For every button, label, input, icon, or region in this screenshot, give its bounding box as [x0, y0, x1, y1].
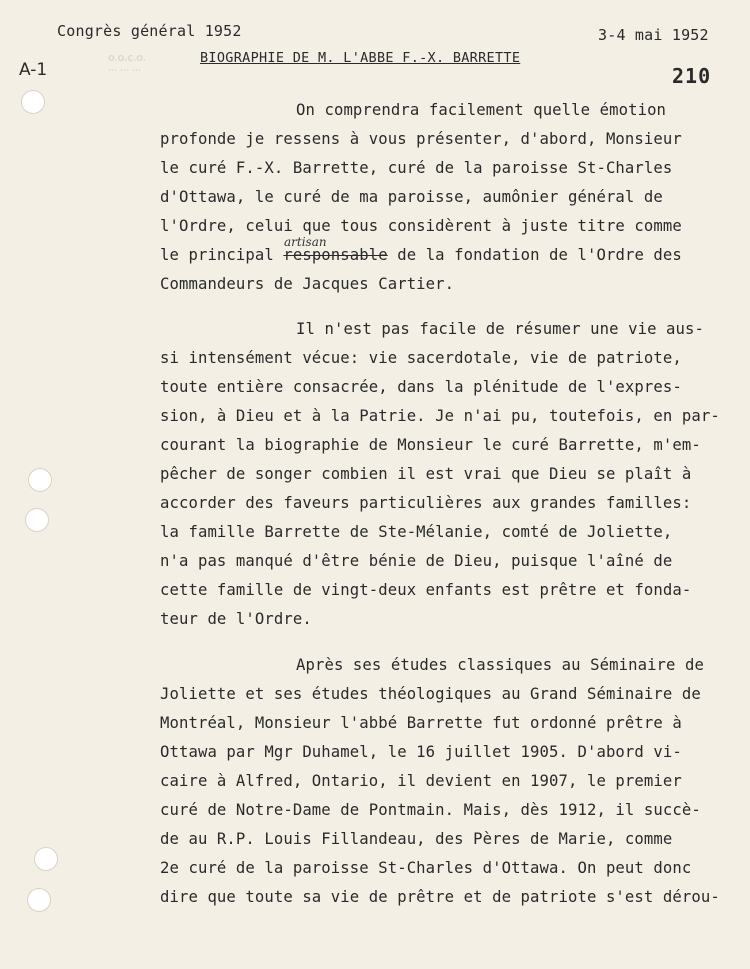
text-line: Joliette et ses études théologiques au Grand Séminaire de: [160, 685, 701, 703]
text-line: courant la biographie de Monsieur le curé Barrette, m'em-: [160, 436, 701, 454]
punch-hole: [34, 847, 58, 871]
header-left: Congrès général 1952: [57, 22, 242, 40]
text-line: accorder des faveurs particulières aux grandes familles:: [160, 494, 692, 512]
text-line: pêcher de songer combien il est vrai que Dieu se plaît à: [160, 465, 692, 483]
margin-note: A-1: [19, 60, 48, 80]
text-line: la famille Barrette de Ste-Mélanie, comté de Joliette,: [160, 523, 673, 541]
text-segment: de la fondation de l'Ordre des: [397, 246, 682, 264]
punch-hole: [21, 90, 45, 114]
text-segment: le principal: [160, 246, 274, 264]
handwritten-correction: artisan: [284, 235, 327, 249]
stamp-line: ... ... ...: [108, 64, 141, 73]
text-line: profonde je ressens à vous présenter, d'abord, Monsieur: [160, 130, 682, 148]
text-line: teur de l'Ordre.: [160, 610, 312, 628]
text-line: n'a pas manqué d'être bénie de Dieu, puisque l'aîné de: [160, 552, 673, 570]
text-line: cette famille de vingt-deux enfants est prêtre et fonda-: [160, 581, 692, 599]
text-line: Il n'est pas facile de résumer une vie aus-: [296, 320, 704, 338]
text-line: de au R.P. Louis Fillandeau, des Pères de Marie, comme: [160, 830, 673, 848]
text-line: curé de Notre-Dame de Pontmain. Mais, dès 1912, il succè-: [160, 801, 701, 819]
stamp-line: O.O.C.O.: [108, 54, 146, 63]
punch-hole: [25, 508, 49, 532]
text-line: sion, à Dieu et à la Patrie. Je n'ai pu, toutefois, en par-: [160, 407, 720, 425]
punch-hole: [27, 888, 51, 912]
punch-hole: [28, 468, 52, 492]
text-line: le curé F.-X. Barrette, curé de la paroisse St-Charles: [160, 159, 673, 177]
text-line: Après ses études classiques au Séminaire de: [296, 656, 704, 674]
text-line: caire à Alfred, Ontario, il devient en 1907, le premier: [160, 772, 682, 790]
text-line: dire que toute sa vie de prêtre et de patriote s'est dérou-: [160, 888, 720, 906]
header-right: 3-4 mai 1952: [598, 26, 709, 44]
text-line: l'Ordre, celui que tous considèrent à juste titre comme: [160, 217, 682, 235]
text-line-with-correction: [160, 246, 682, 264]
text-line: Ottawa par Mgr Duhamel, le 16 juillet 1905. D'abord vi-: [160, 743, 682, 761]
text-line: 2e curé de la paroisse St-Charles d'Ottawa. On peut donc: [160, 859, 692, 877]
text-line: Montréal, Monsieur l'abbé Barrette fut ordonné prêtre à: [160, 714, 682, 732]
faded-stamp: [108, 54, 146, 74]
text-line: On comprendra facilement quelle émotion: [296, 101, 667, 119]
page-number: 210: [672, 64, 712, 88]
text-line: si intensément vécue: vie sacerdotale, vie de patriote,: [160, 349, 682, 367]
text-line: toute entière consacrée, dans la plénitude de l'expres-: [160, 378, 682, 396]
text-line: Commandeurs de Jacques Cartier.: [160, 275, 455, 293]
document-title: BIOGRAPHIE DE M. L'ABBE F.-X. BARRETTE: [200, 50, 521, 66]
struck-word: responsable: [283, 246, 388, 264]
text-line: d'Ottawa, le curé de ma paroisse, aumônier général de: [160, 188, 663, 206]
